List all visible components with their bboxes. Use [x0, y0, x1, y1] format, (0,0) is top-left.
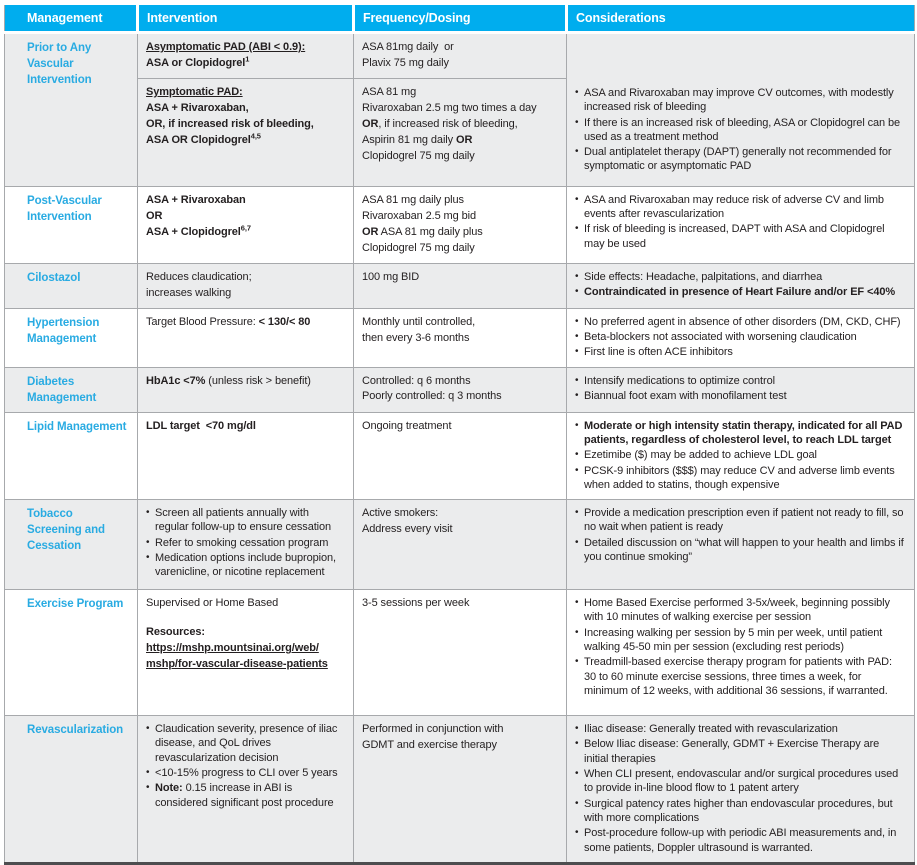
text-line: OR: [146, 209, 163, 222]
text-line: Aspirin 81 mg daily OR: [362, 133, 473, 146]
column-header-management: Management: [5, 5, 138, 33]
bullet-icon: •: [575, 330, 579, 342]
text-line: ASA or Clopidogrel$^1$: [146, 54, 250, 69]
text-line: ASA + Rivaroxaban,: [146, 101, 249, 114]
text-line: Ongoing treatment: [362, 419, 452, 432]
bullet-line: • <10-15% progress to CLI over 5 years: [146, 767, 338, 780]
bullet-icon: •: [146, 767, 150, 779]
bullet-line: • If risk of bleeding is increased, DAPT with ASA and Clopidogrel may be used: [575, 223, 885, 250]
tobacco-screening-and-cessation-management-cell: [5, 500, 138, 590]
text-line: Poorly controlled: q 3 months: [362, 390, 502, 403]
text-line: 100 mg BID: [362, 270, 420, 283]
lipid-management-intervention-cell: [138, 412, 354, 499]
diabetes-management-frequency-cell: [354, 367, 567, 412]
bullet-icon: •: [575, 116, 579, 128]
spacer: [146, 612, 345, 625]
text-line: GDMT and exercise therapy: [362, 739, 497, 752]
exercise-program-considerations-cell: [567, 590, 915, 716]
text-line: OR, if increased risk of bleeding,: [362, 117, 518, 130]
table-row-lipid-management: [5, 412, 915, 499]
row-label: Post-Vascular Intervention: [27, 194, 102, 223]
row-label: Diabetes Management: [27, 375, 97, 404]
bullet-line: • Home Based Exercise performed 3-5x/week, beginning possibly with 10 minutes of walking exercise per session: [575, 597, 890, 624]
exercise-program-management-cell: [5, 590, 138, 716]
table-row-diabetes-management: [5, 367, 915, 412]
post-vascular-intervention-considerations-cell: [567, 186, 915, 263]
column-header-intervention: Intervention: [138, 5, 354, 33]
bullet-icon: •: [575, 146, 579, 158]
text-line: LDL target <70 mg/dl: [146, 419, 256, 432]
bullet-icon: •: [575, 464, 579, 476]
bullet-icon: •: [146, 782, 150, 794]
bullet-line: • If there is an increased risk of bleeding, ASA or Clopidogrel can be used as a treatment method: [575, 116, 901, 143]
hypertension-management-frequency-cell: [354, 308, 567, 367]
pad-management-table: [4, 5, 915, 865]
row-label: Cilostazol: [27, 271, 81, 284]
tobacco-screening-and-cessation-intervention-cell: [138, 500, 354, 590]
text-line: Controlled: q 6 months: [362, 374, 471, 387]
prior-to-any-vascular-intervention-intervention-cell: [138, 78, 354, 186]
cilostazol-intervention-cell: [138, 263, 354, 308]
text-line: Plavix 75 mg daily: [362, 56, 449, 69]
text-line: Active smokers:: [362, 507, 439, 520]
bullet-line: • Iliac disease: Generally treated with revascularization: [575, 723, 838, 736]
hypertension-management-considerations-cell: [567, 308, 915, 367]
bullet-icon: •: [575, 193, 579, 205]
tobacco-screening-and-cessation-considerations-cell: [567, 500, 915, 590]
post-vascular-intervention-management-cell: [5, 186, 138, 263]
bullet-line: • First line is often ACE inhibitors: [575, 346, 733, 359]
diabetes-management-considerations-cell: [567, 367, 915, 412]
row-label: Exercise Program: [27, 598, 124, 611]
text-line: Target Blood Pressure: < 130/< 80: [146, 315, 311, 328]
bullet-line: • ASA and Rivaroxaban may improve CV outcomes, with modestly increased risk of bleeding: [575, 87, 894, 114]
bullet-icon: •: [575, 315, 579, 327]
bullet-line: • Intensify medications to optimize control: [575, 374, 775, 387]
bullet-icon: •: [575, 389, 579, 401]
text-line: increases walking: [146, 286, 232, 299]
bullet-icon: •: [575, 656, 579, 668]
prior-to-any-vascular-intervention-management-cell: [5, 33, 138, 187]
cilostazol-management-cell: [5, 263, 138, 308]
bullet-line: • Claudication severity, presence of iliac disease, and QoL drives revascularization decision: [146, 723, 338, 764]
text-line: Rivaroxaban 2.5 mg two times a day: [362, 101, 537, 114]
text-line: Rivaroxaban 2.5 mg bid: [362, 209, 476, 222]
bullet-icon: •: [575, 419, 579, 431]
bullet-line: • Provide a medication prescription even if patient not ready to fill, so no wait when patient is ready: [575, 507, 904, 534]
text-line: Clopidogrel 75 mg daily: [362, 241, 475, 254]
bullet-line: • Note: 0.15 increase in ABI is considered significant post procedure: [146, 782, 334, 809]
bullet-line: • When CLI present, endovascular and/or surgical procedures used to provide in-line blood flow to 1 patent artery: [575, 768, 899, 795]
bullet-icon: •: [575, 723, 579, 735]
bullet-line: • Contraindicated in presence of Heart Failure and/or EF <40%: [575, 285, 896, 298]
bullet-line: • Post-procedure follow-up with periodic ABI measurements and, in some patients, Doppler ultrasound is warranted.: [575, 827, 897, 854]
post-vascular-intervention-intervention-cell: [138, 186, 354, 263]
bullet-line: • Medication options include bupropion, varenicline, or nicotine replacement: [146, 552, 336, 579]
revascularization-considerations-cell: [567, 716, 915, 864]
cilostazol-frequency-cell: [354, 263, 567, 308]
bullet-line: • ASA and Rivaroxaban may reduce risk of adverse CV and limb events after revascularization: [575, 193, 884, 221]
text-line: ASA + Rivaroxaban: [146, 193, 246, 206]
table-row-hypertension-management: [5, 308, 915, 367]
lipid-management-management-cell: [5, 412, 138, 499]
bullet-icon: •: [575, 449, 579, 461]
header-row: [5, 5, 915, 33]
text-line: OR, if increased risk of bleeding,: [146, 117, 314, 130]
table-row-post-vascular-intervention: [5, 186, 915, 263]
text-line: Supervised or Home Based: [146, 597, 279, 610]
pad-management-table-wrapper: [4, 5, 914, 865]
bullet-icon: •: [575, 346, 579, 358]
text-line: Asymptomatic PAD (ABI < 0.9):: [146, 41, 306, 53]
text-line: Reduces claudication;: [146, 270, 252, 283]
bullet-line: • No preferred agent in absence of other disorders (DM, CKD, CHF): [575, 315, 901, 328]
bullet-line: • Detailed discussion on “what will happen to your health and limbs if you continue smoking”: [575, 536, 904, 564]
text-line: [146, 641, 345, 657]
bullet-icon: •: [575, 626, 579, 638]
bullet-icon: •: [575, 797, 579, 809]
bullet-icon: •: [146, 552, 150, 564]
bullet-line: • Moderate or high intensity statin therapy, indicated for all PAD patients, regardless of cholesterol level, to reach LDL target: [575, 419, 903, 446]
revascularization-management-cell: [5, 716, 138, 864]
exercise-program-frequency-cell: [354, 590, 567, 716]
exercise-program-intervention-cell: [138, 590, 354, 716]
prior-to-any-vascular-intervention-frequency-cell: [354, 33, 567, 79]
prior-to-any-vascular-intervention-frequency-cell: [354, 78, 567, 186]
text-line: HbA1c <7% (unless risk > benefit): [146, 374, 311, 387]
text-line: Symptomatic PAD:: [146, 85, 243, 98]
revascularization-intervention-cell: [138, 716, 354, 864]
text-line: ASA 81mg daily or: [362, 41, 454, 53]
bullet-line: • Dual antiplatelet therapy (DAPT) generally not recommended for symptomatic or asymptomatic PAD: [575, 146, 892, 173]
diabetes-management-management-cell: [5, 367, 138, 412]
row-label: Prior to Any Vascular Intervention: [27, 42, 92, 87]
bullet-line: • Biannual foot exam with monofilament test: [575, 389, 787, 402]
bullet-line: • Ezetimibe ($) may be added to achieve LDL goal: [575, 449, 817, 462]
text-line: Address every visit: [362, 523, 453, 536]
post-vascular-intervention-frequency-cell: [354, 186, 567, 263]
lipid-management-frequency-cell: [354, 412, 567, 499]
prior-to-any-vascular-intervention-intervention-cell: [138, 33, 354, 79]
text-line: ASA OR Clopidogrel$^{4,5}$: [146, 131, 261, 146]
bullet-icon: •: [146, 507, 150, 519]
diabetes-management-intervention-cell: [138, 367, 354, 412]
bullet-icon: •: [575, 285, 579, 297]
table-body: [5, 33, 915, 864]
text-line: Monthly until controlled,: [362, 315, 476, 328]
row-label: Revascularization: [27, 724, 124, 737]
tobacco-screening-and-cessation-frequency-cell: [354, 500, 567, 590]
bullet-icon: •: [575, 223, 579, 235]
hypertension-management-intervention-cell: [138, 308, 354, 367]
resource-link[interactable]: https://mshp.mountsinai.org/web/: [146, 642, 319, 655]
text-line: Performed in conjunction with: [362, 723, 504, 736]
row-label: Lipid Management: [27, 420, 127, 433]
text-line: OR ASA 81 mg daily plus: [362, 225, 483, 238]
bullet-icon: •: [575, 738, 579, 750]
bullet-line: • Refer to smoking cessation program: [146, 536, 329, 549]
table-row-prior-to-any-vascular-intervention: [5, 33, 915, 79]
bullet-icon: •: [575, 374, 579, 386]
column-header-frequency-dosing: Frequency/Dosing: [354, 5, 567, 33]
cilostazol-considerations-cell: [567, 263, 915, 308]
table-row-revascularization: [5, 716, 915, 864]
text-line: Clopidogrel 75 mg daily: [362, 149, 475, 162]
bullet-icon: •: [575, 827, 579, 839]
column-header-considerations: Considerations: [567, 5, 915, 33]
text-line: then every 3-6 months: [362, 331, 470, 344]
text-line: Resources:: [146, 626, 205, 639]
revascularization-frequency-cell: [354, 716, 567, 864]
lipid-management-considerations-cell: [567, 412, 915, 499]
bullet-line: • Treadmill-based exercise therapy program for patients with PAD: 30 to 60 minute exercise sessions, three times a week, for minimum of 12 weeks, with additional 36 sessions, if warranted.: [575, 656, 892, 697]
prior-to-any-vascular-intervention-considerations-cell: [567, 33, 915, 187]
text-line: [146, 657, 345, 673]
text-line: ASA 81 mg daily plus: [362, 193, 464, 206]
bullet-line: • Increasing walking per session by 5 min per week, until patient walking 45-50 min per session (excluding rest periods): [575, 626, 883, 654]
table-row-cilostazol: [5, 263, 915, 308]
row-label: Hypertension Management: [27, 316, 100, 345]
hypertension-management-management-cell: [5, 308, 138, 367]
row-label: Tobacco Screening and Cessation: [27, 508, 105, 553]
bullet-icon: •: [575, 507, 579, 519]
table-row-tobacco-screening-and-cessation: [5, 500, 915, 590]
table-row-exercise-program: [5, 590, 915, 716]
bullet-icon: •: [575, 270, 579, 282]
bullet-line: • Side effects: Headache, palpitations, and diarrhea: [575, 270, 823, 283]
bullet-line: • Beta-blockers not associated with worsening claudication: [575, 330, 857, 343]
text-line: ASA 81 mg: [362, 85, 417, 98]
text-line: ASA + Clopidogrel$^{6,7}$: [146, 223, 251, 238]
bullet-line: • PCSK-9 inhibitors ($$$) may reduce CV and adverse limb events when added to statins, though expensive: [575, 464, 895, 491]
bullet-icon: •: [146, 536, 150, 548]
text-line: 3-5 sessions per week: [362, 597, 470, 610]
bullet-icon: •: [575, 536, 579, 548]
bullet-icon: •: [146, 723, 150, 735]
bullet-line: • Surgical patency rates higher than endovascular procedures, but with more complications: [575, 797, 893, 824]
bullet-icon: •: [575, 768, 579, 780]
resource-link[interactable]: mshp/for-vascular-disease-patients: [146, 658, 328, 670]
bullet-line: • Screen all patients annually with regular follow-up to ensure cessation: [146, 507, 332, 534]
bullet-icon: •: [575, 597, 579, 609]
bullet-line: • Below Iliac disease: Generally, GDMT + Exercise Therapy are initial therapies: [575, 738, 880, 765]
bullet-icon: •: [575, 87, 579, 98]
